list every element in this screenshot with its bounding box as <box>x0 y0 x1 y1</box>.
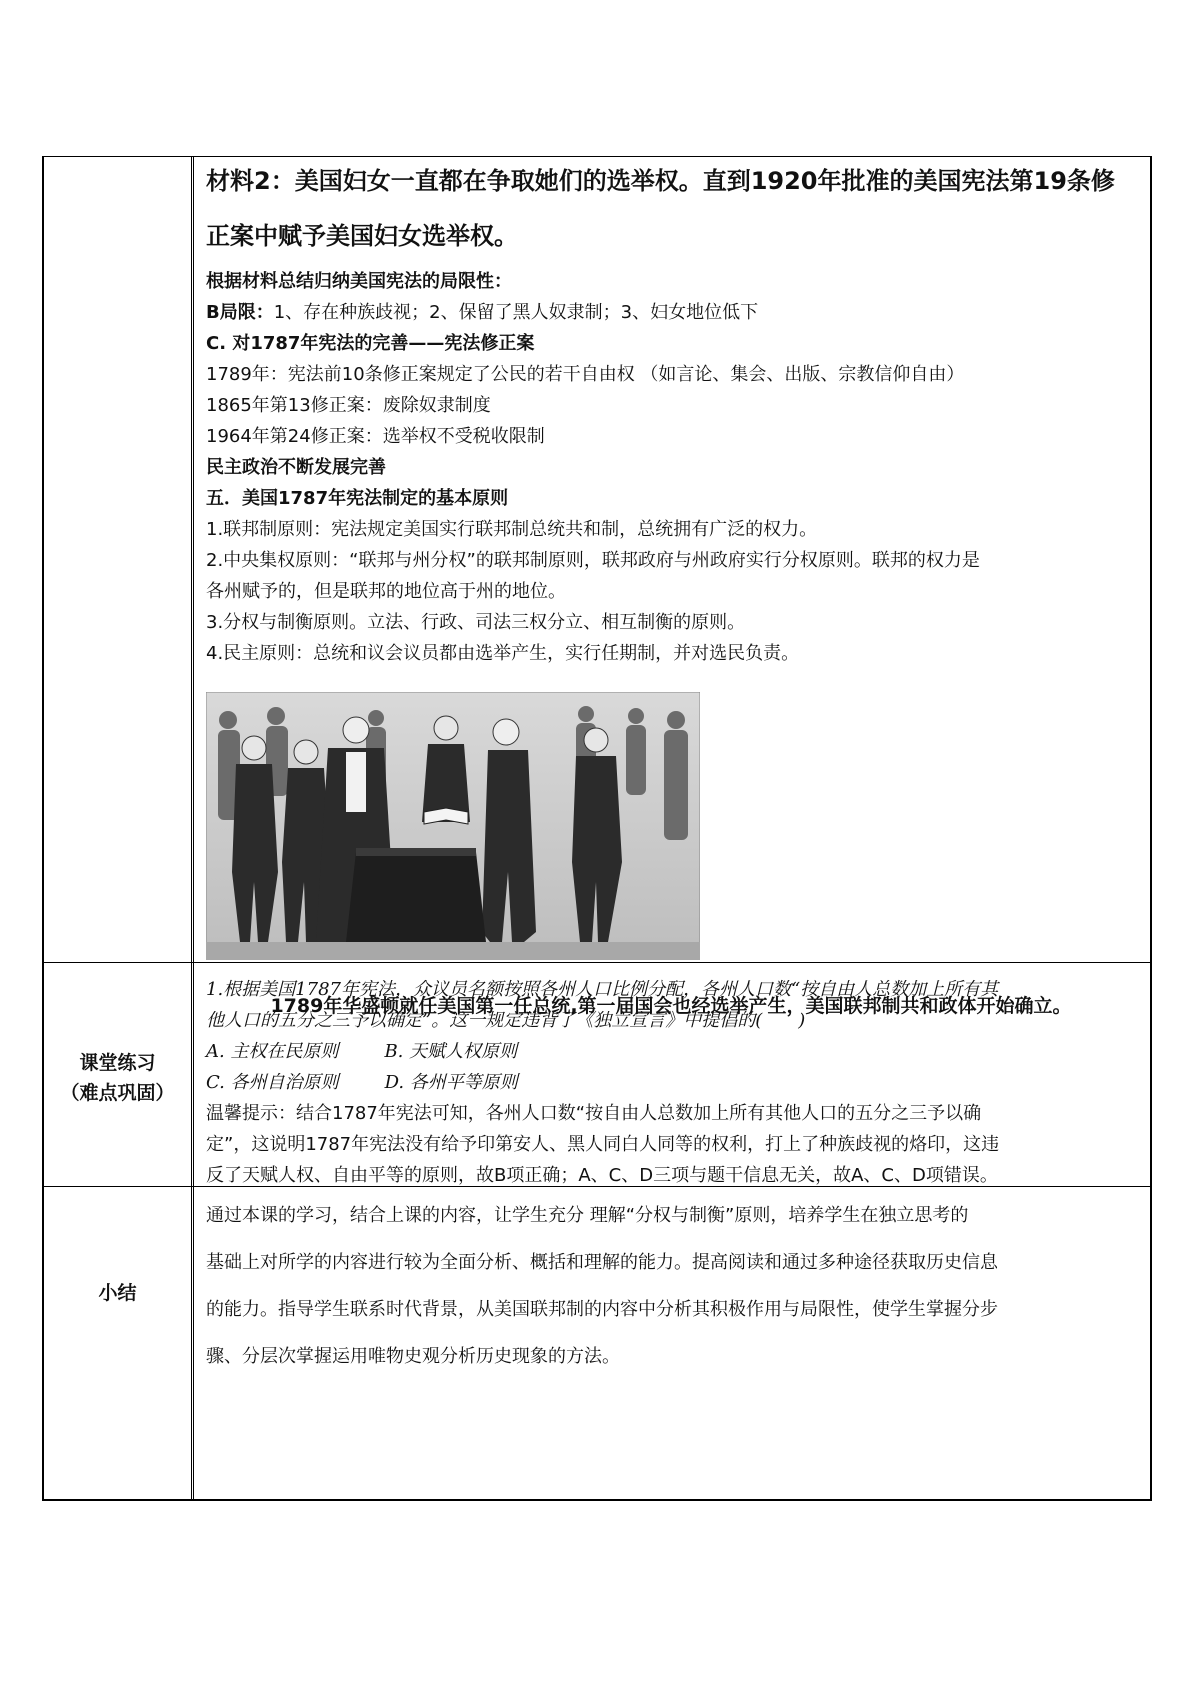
column-divider <box>191 156 194 1501</box>
practice-label-sub: （难点巩固） <box>60 1082 175 1104</box>
summary-line: 骤、分层次掌握运用唯物史观分析历史现象的方法。 <box>206 1346 620 1367</box>
practice-label <box>44 1048 191 1108</box>
principle-4: 4.民主原则：总统和议会议员都由选举产生，实行任期制，并对选民负责。 <box>206 643 800 664</box>
limits-section <box>206 266 1136 669</box>
option-c[interactable]: C. 各州自治原则 <box>206 1072 339 1093</box>
inauguration-illustration <box>206 692 700 960</box>
material-line-2: 正案中赋予美国妇女选举权。 <box>206 222 518 250</box>
limits-b-prefix: B局限： <box>206 302 274 323</box>
hint-line-2: 定”，这说明1787年宪法没有给予印第安人、黑人同白人同等的权利，打上了种族歧视的烙印，这违 <box>206 1134 1000 1155</box>
practice-section <box>206 974 1136 1191</box>
table-top-border <box>44 156 1150 157</box>
question-line-2: 他人口的五分之三予以确定”。这一规定违背了《独立宣言》中提倡的( ) <box>206 1010 806 1031</box>
illustration-caption: 1789年华盛顿就任美国第一任总统,第一届国会也经选举产生，美国联邦制共和政体开始确立。 <box>270 995 1072 1017</box>
option-d[interactable]: D. 各州平等原则 <box>384 1072 518 1093</box>
amendment-item: 1964年第24修正案：选举权不受税收限制 <box>206 426 545 447</box>
practice-label-main: 课堂练习 <box>79 1052 156 1074</box>
principle-3: 3.分权与制衡原则。立法、行政、司法三权分立、相互制衡的原则。 <box>206 612 746 633</box>
material-section <box>206 160 1136 251</box>
limits-heading: 根据材料总结归纳美国宪法的局限性： <box>206 271 512 292</box>
amendment-item: 1789年：宪法前10条修正案规定了公民的若干自由权 （如言论、集会、出版、宗教信仰自由） <box>206 364 965 385</box>
summary-line: 的能力。指导学生联系时代背景，从美国联邦制的内容中分析其积极作用与局限性，使学生掌握分步 <box>206 1299 998 1320</box>
summary-label: 小结 <box>98 1282 137 1304</box>
limits-b-text: 1、存在种族歧视；2、保留了黑人奴隶制；3、妇女地位低下 <box>273 302 759 323</box>
lesson-table <box>42 156 1152 1501</box>
principle-1: 1.联邦制原则：宪法规定美国实行联邦制总统共和制，总统拥有广泛的权力。 <box>206 519 818 540</box>
summary-line: 通过本课的学习，结合上课的内容，让学生充分 理解“分权与制衡”原则，培养学生在独立思考的 <box>206 1205 969 1226</box>
option-a[interactable]: A. 主权在民原则 <box>206 1041 339 1062</box>
hint-line-3: 反了天赋人权、自由平等的原则，故B项正确；A、C、D三项与题干信息无关，故A、C、D项错误。 <box>206 1165 998 1186</box>
options-row-2 <box>206 1067 1136 1098</box>
limits-b-line <box>206 297 1136 328</box>
amendment-item: 1865年第13修正案：废除奴隶制度 <box>206 395 491 416</box>
hint-line-1: 温馨提示：结合1787年宪法可知，各州人口数“按自由人总数加上所有其他人口的五分之三予以确 <box>206 1103 982 1124</box>
table-bottom-border <box>44 1499 1150 1501</box>
summary-line: 基础上对所学的内容进行较为全面分析、概括和理解的能力。提高阅读和通过多种途径获取历史信息 <box>206 1252 998 1273</box>
row-divider <box>44 962 1150 963</box>
principle-2a: 2.中央集权原则：“联邦与州分权”的联邦制原则，联邦政府与州政府实行分权原则。联邦的权力是 <box>206 550 980 571</box>
amendments-heading: C. 对1787年宪法的完善——宪法修正案 <box>206 333 535 354</box>
option-b[interactable]: B. 天赋人权原则 <box>384 1041 518 1062</box>
question-line-1: 1.根据美国1787年宪法，众议员名额按照各州人口比例分配，各州人口数“按自由人总数加上所有其 <box>206 979 999 1000</box>
options-row-1 <box>206 1036 1136 1067</box>
principles-heading: 五．美国1787年宪法制定的基本原则 <box>206 488 509 509</box>
summary-section <box>206 1192 1136 1380</box>
material-line-1: 材料2：美国妇女一直都在争取她们的选举权。直到1920年批准的美国宪法第19条修 <box>206 167 1115 195</box>
principle-2b: 各州赋予的，但是联邦的地位高于州的地位。 <box>206 581 566 602</box>
limits-conclusion: 民主政治不断发展完善 <box>206 457 386 478</box>
